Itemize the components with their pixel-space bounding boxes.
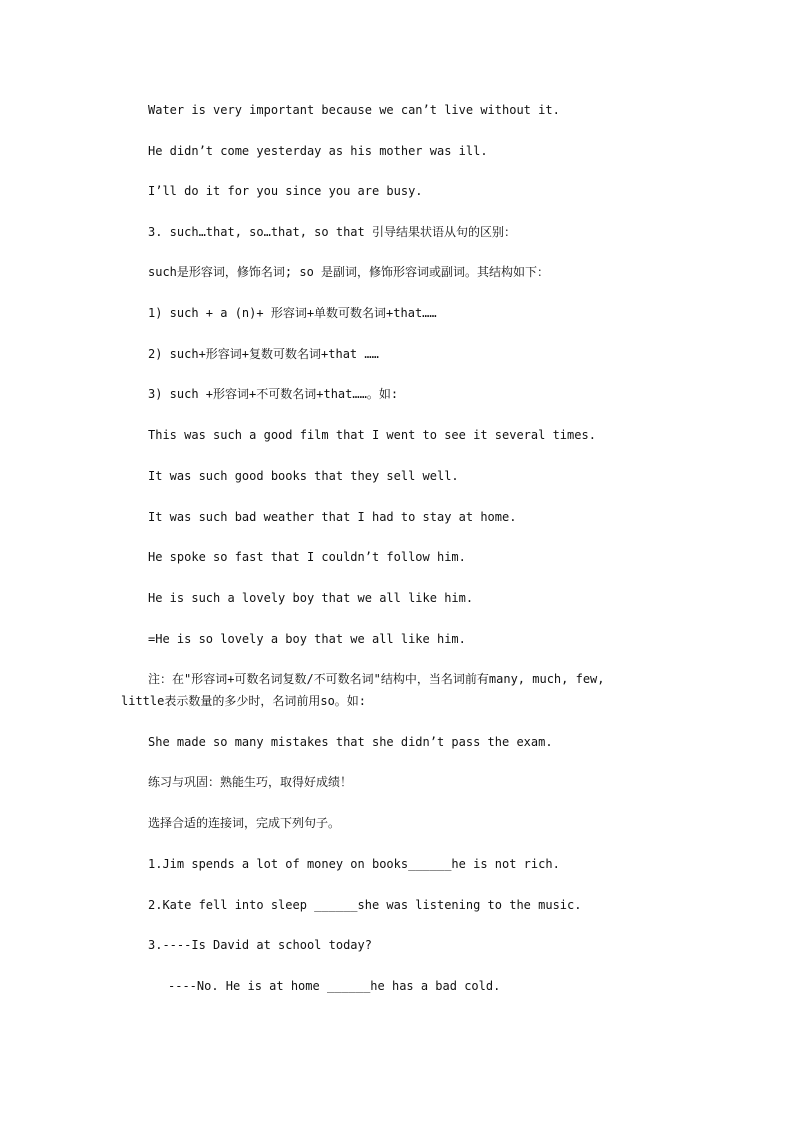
- note-text: 注：在"形容词+可数名词复数/不可数名词"结构中，当名词前有many, much, few,: [148, 672, 605, 686]
- exercise-item: 2.Kate fell into sleep ______she was listening to the music.: [148, 898, 582, 912]
- structure-item: 2) such+形容词+复数可数名词+that ……: [148, 347, 379, 361]
- example-sentence: It was such bad weather that I had to stay at home.: [148, 510, 517, 524]
- exercise-item: 3.----Is David at school today?: [148, 938, 372, 952]
- practice-heading: 练习与巩固：熟能生巧，取得好成绩！: [148, 775, 353, 789]
- note-text-continued: little表示数量的多少时，名词前用so。如:: [121, 694, 367, 708]
- practice-instruction: 选择合适的连接词，完成下列句子。: [148, 816, 341, 830]
- example-sentence: He spoke so fast that I couldn’t follow him.: [148, 550, 466, 564]
- example-sentence: This was such a good film that I went to see it several times.: [148, 428, 596, 442]
- example-sentence: =He is so lovely a boy that we all like him.: [148, 632, 466, 646]
- example-sentence: Water is very important because we can’t live without it.: [148, 103, 560, 117]
- structure-item: 3) such +形容词+不可数名词+that……。如:: [148, 387, 399, 401]
- section-heading: 3. such…that, so…that, so that 引导结果状语从句的区别：: [148, 225, 516, 239]
- example-sentence: It was such good books that they sell well.: [148, 469, 459, 483]
- exercise-item-reply: ----No. He is at home ______he has a bad cold.: [168, 979, 501, 993]
- example-sentence: He didn’t come yesterday as his mother was ill.: [148, 144, 488, 158]
- example-sentence: She made so many mistakes that she didn’t pass the exam.: [148, 735, 553, 749]
- exercise-item: 1.Jim spends a lot of money on books______he is not rich.: [148, 857, 560, 871]
- explanation-text: such是形容词，修饰名词; so 是副词，修饰形容词或副词。其结构如下：: [148, 265, 550, 279]
- example-sentence: He is such a lovely boy that we all like him.: [148, 591, 474, 605]
- structure-item: 1) such + a (n)+ 形容词+单数可数名词+that……: [148, 306, 437, 320]
- example-sentence: I’ll do it for you since you are busy.: [148, 184, 423, 198]
